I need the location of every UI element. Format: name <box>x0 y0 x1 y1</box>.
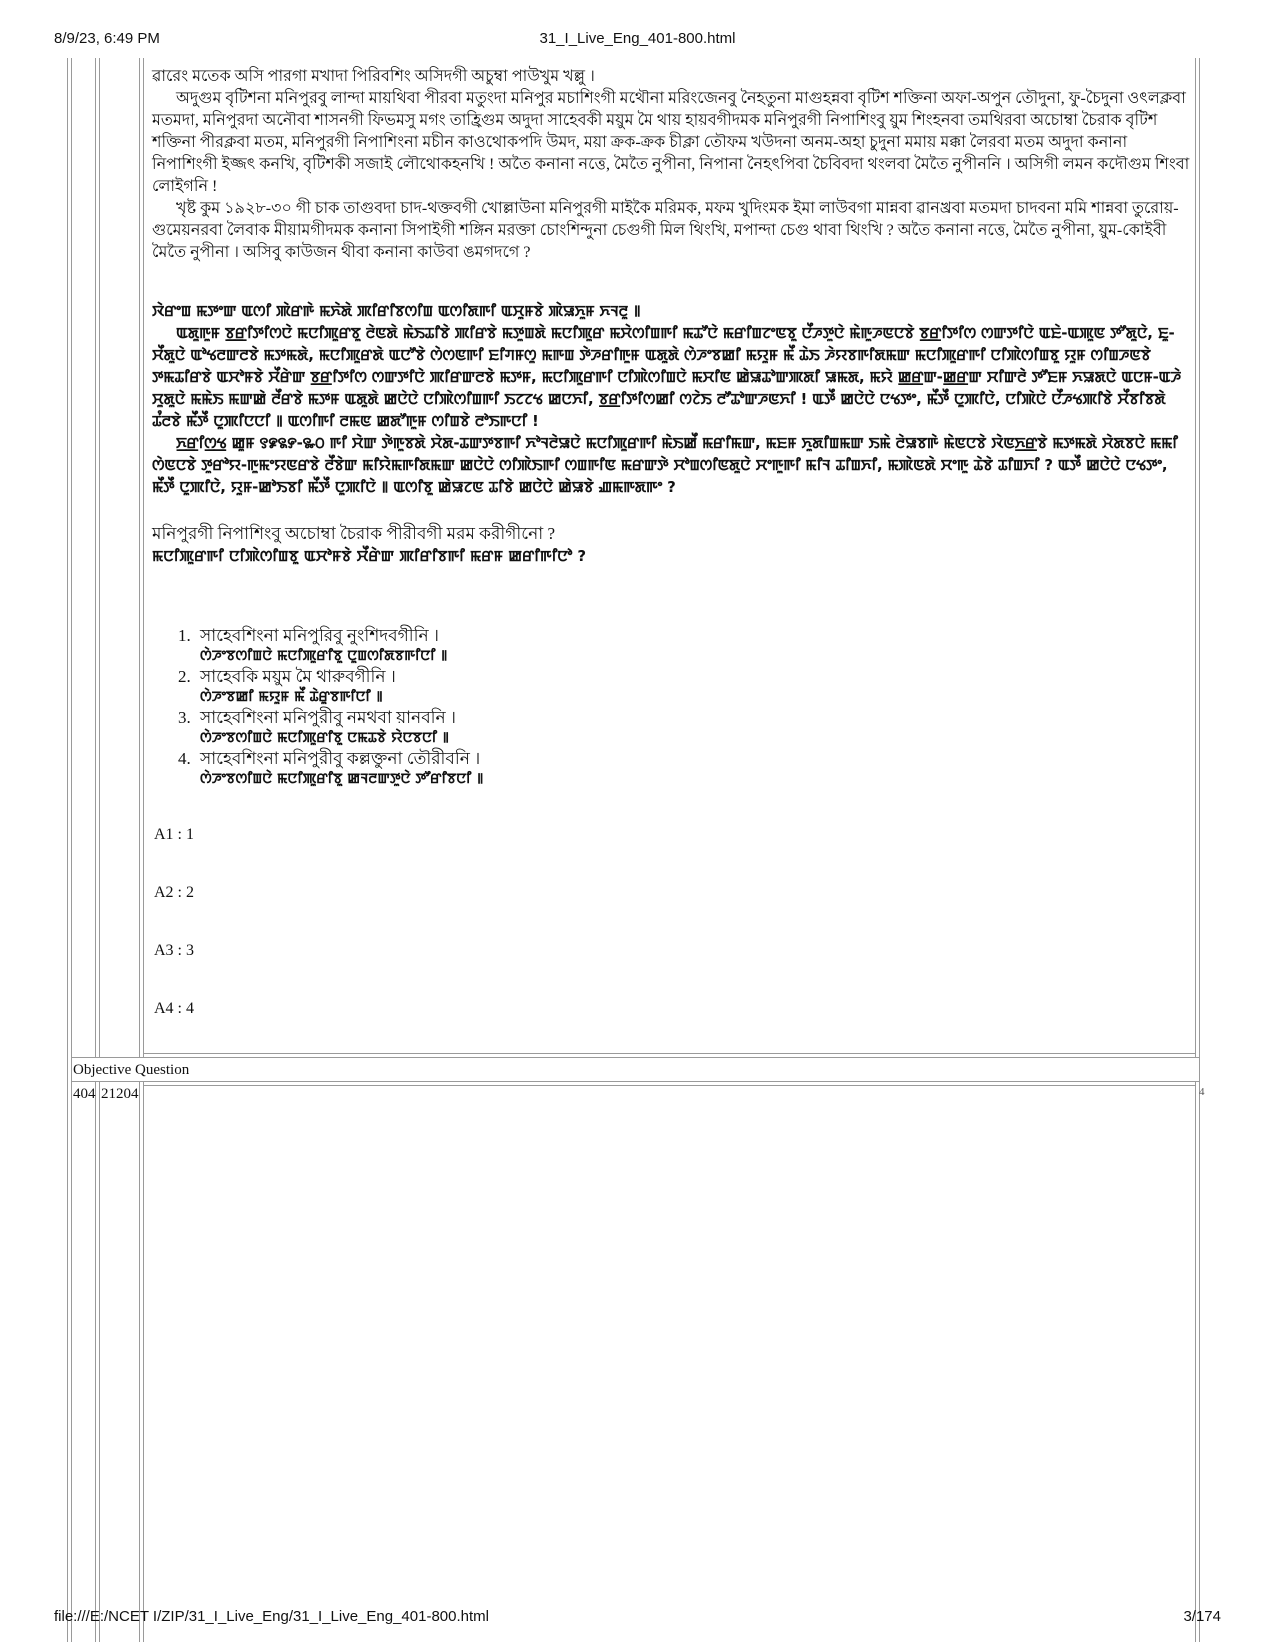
column-divider-content-inner <box>143 58 144 1058</box>
passage-paragraph: ৱারেং মতেক অসি পারগা মখাদা পিরিবশিং অসিদগী অচুম্বা পাউখুম খল্লু । <box>152 68 595 85</box>
next-content-right <box>1195 1081 1196 1642</box>
next-row-top <box>71 1081 1199 1082</box>
passage-paragraph: ꯑꯗꯨꯒꯨꯝ ꯕ꯭ꯔꯤꯇꯤꯁꯅꯥ ꯃꯅꯤꯄꯨꯔꯕꯨ ꯂꯥꯟꯗꯥ ꯃꯥꯏꯊꯤꯕꯥ ꯄꯤꯔꯕꯥ ꯃꯇꯨꯡꯗꯥ ꯃꯅꯤꯄꯨꯔ ꯃꯆꯥꯁꯤꯡꯒꯤ ꯃꯊꯧꯅꯥ ꯃꯔꯤꯡꯖꯦꯟꯕꯨ ꯅꯩꯍꯇꯨꯅꯥ ꯃꯥꯒꯨꯍꯟꯅꯕꯥ ꯕ꯭ꯔꯤꯇꯤꯁ ꯁꯛꯇꯤꯅꯥ ꯑꯐꯥ-ꯑꯄꯨꯟ ꯇꯧꯗꯨꯅꯥ, ꯐꯨ-ꯆꯩꯗꯨꯅꯥ ꯑꯣꯠꯂꯛꯂꯕꯥ ꯃꯇꯃꯗꯥ, ꯃꯅꯤꯄꯨꯔꯗꯥ ꯑꯅꯧꯕꯥ ꯁꯥꯁꯟꯒꯤ ꯐꯤꯚꯝꯁꯨ ꯃꯒꯡ ꯇꯥꯍꯔꯤꯒꯨꯝ ꯑꯗꯨꯗꯥ ꯁꯥꯍꯦꯕꯀꯤ ꯃꯌꯨꯝ ꯃꯩ ꯊꯥꯏ ꯍꯥꯌꯕꯒꯤꯗꯃꯛ ꯃꯅꯤꯄꯨꯔꯒꯤ ꯅꯤꯄꯥꯁꯤꯡꯕꯨ ꯌꯨꯝ ꯁꯤꯡꯍꯟꯕꯥ ꯇꯃꯊꯤꯔꯕꯥ ꯑꯆꯣꯝꯕꯥ ꯆꯩꯔꯥꯛ ꯕ꯭ꯔꯤꯇꯤꯁ ꯁꯛꯇꯤꯅꯥ ꯄꯤꯔꯛꯂꯕꯥ ꯃꯇꯝ, ꯃꯅꯤꯄꯨꯔꯒꯤ ꯅꯤꯄꯥꯁꯤꯡꯅꯥ ꯃꯆꯤꯟ ꯀꯥꯎꯊꯣꯛꯄꯗꯤ ꯎꯃꯗ, ꯃꯌꯥ ꯀ꯭ꯔꯛ-ꯀ꯭ꯔꯛ ꯆꯤꯛꯂꯥ ꯇꯧꯐꯝ ꯈꯎꯗꯅꯥ ꯑꯅꯝ-ꯑꯍꯥ ꯆꯨꯗꯨꯅꯥ ꯃꯃꯥꯏ ꯃꯛꯀꯥ ꯂꯩꯔꯕꯥ ꯃꯇꯝ ꯑꯗꯨꯗꯥ ꯀꯅꯥꯅꯥ ꯅꯤꯄꯥꯁꯤꯡꯒꯤ ꯏꯖꯖꯠ ꯀꯅꯈꯤ, ꯕ꯭ꯔꯤꯇꯤꯁꯀꯤ ꯁꯖꯥꯏ ꯂꯧꯊꯣꯛꯍꯟꯈꯤ ! ꯑꯇꯩ ꯀꯅꯥꯅꯥ ꯅꯠꯇꯦ, ꯃꯩꯇꯩ ꯅꯨꯄꯤꯅꯥ, ꯅꯤꯄꯥꯅꯥ ꯅꯩꯍꯠꯄꯤꯕꯥ ꯆꯩꯕꯤꯕꯗꯥ ꯊꯪꯂꯕꯥ ꯃꯩꯇꯩ ꯅꯨꯄꯤꯅꯅꯤ ꯫ ꯑꯁꯤꯒꯤ ꯂꯃꯟ ꯀꯗꯧꯒꯨꯝ ꯁꯤꯡꯕꯥ ꯂꯣꯏꯒꯅꯤ ! <box>152 324 1182 430</box>
passage-meitei <box>152 300 1192 498</box>
section-label: Objective Question <box>73 1062 190 1078</box>
table-border-left-inner <box>71 58 72 1642</box>
file-url: file:///E:/NCET I/ZIP/31_I_Live_Eng/31_I_Live_Eng_401-800.html <box>54 1608 489 1625</box>
question-meitei: ꯃꯅꯤꯄꯨꯔꯒꯤ ꯅꯤꯄꯥꯁꯤꯡꯕꯨ ꯑꯆꯣꯝꯕꯥ ꯆꯩꯔꯥꯛ ꯄꯤꯔꯤꯕꯒꯤ ꯃꯔꯝ ꯀꯔꯤꯒꯤꯅꯣ ? <box>152 547 587 565</box>
edge-mark: 4 <box>1199 1086 1205 1098</box>
option-number: 2. <box>178 667 191 686</box>
option-bengali: সাহেবকি ময়ুম মৈ থারুবগীনি । <box>200 667 396 686</box>
column-divider-id <box>99 58 100 1058</box>
option-meitei: ꯁꯥꯍꯦꯕꯁꯤꯡꯅꯥ ꯃꯅꯤꯄꯨꯔꯤꯕꯨ ꯀꯜꯂꯛꯇꯨꯅꯥ ꯇꯧꯔꯤꯕꯅꯤ ꯫ <box>200 771 484 787</box>
option-meitei: ꯁꯥꯍꯦꯕꯀꯤ ꯃꯌꯨꯝ ꯃꯩ ꯊꯥꯔꯨꯕꯒꯤꯅꯤ ꯫ <box>200 689 383 705</box>
table-border-left <box>67 58 68 1642</box>
answer-key: A2 : 2 <box>154 884 194 901</box>
question-serial: 404 <box>73 1086 96 1102</box>
option-item <box>178 626 1158 666</box>
table-border-right <box>1195 58 1196 1058</box>
next-col-divider-content <box>139 1081 140 1642</box>
option-bengali: সাহেবশিংনা মনিপুরিবু নুংশিদবগীনি । <box>200 626 439 645</box>
page-number: 3/174 <box>1183 1608 1221 1625</box>
option-bengali: সাহেবশিংনা মনিপুরীবু কল্লক্তুনা তৌরীবনি । <box>200 749 481 768</box>
passage-paragraph: খৃষ্ট কুম ১৯২৮-৩০ গী চাক তাগুবদা চাদ-থক্তবগী খোল্লাউনা মনিপুরগী মাইকৈ মরিমক, মফম খুদিংমক ইমা লাউবগা মান্নবা ৱানখ্রবা মতমদা চাদবনা মমি শান্নবা তুরোয়-গুমেয়নরবা লৈবাক মীয়ামগীদমক কনানা সিপাইগী শঙ্গিন মরক্তা চোংশিন্দুনা চেগুগী মিল থিংখি, মপান্দা চেগু থাবা থিংখি ? অতৈ কনানা নত্তে, মৈতৈ নুপীনা, য়ুম-কোইবী মৈতৈ নুপীনা । অসিবু কাউজন থীবা কনানা কাউবা ঙমগদগে ? <box>152 200 1179 261</box>
content-cell-bottom <box>143 1053 1196 1054</box>
option-meitei: ꯁꯥꯍꯦꯕꯁꯤꯡꯅꯥ ꯃꯅꯤꯄꯨꯔꯤꯕꯨ ꯅꯨꯡꯁꯤꯗꯕꯒꯤꯅꯤ ꯫ <box>200 648 448 664</box>
question-id: 21204 <box>101 1086 139 1102</box>
column-divider-content <box>139 58 140 1058</box>
answer-key: A4 : 4 <box>154 1000 194 1017</box>
option-number: 4. <box>178 749 191 768</box>
print-header <box>54 30 1221 52</box>
print-datetime: 8/9/23, 6:49 PM <box>54 30 160 47</box>
row-separator <box>71 1057 1199 1058</box>
option-meitei: ꯁꯥꯍꯦꯕꯁꯤꯡꯅꯥ ꯃꯅꯤꯄꯨꯔꯤꯕꯨ ꯅꯃꯊꯕꯥ ꯌꯥꯅꯕꯅꯤ ꯫ <box>200 730 450 746</box>
passage-paragraph: অদুগুম বৃটিশনা মনিপুরবু লান্দা মায়থিবা পীরবা মতুংদা মনিপুর মচাশিংগী মথৌনা মরিংজেনবু নৈহতুনা মাগুহন্নবা বৃটিশ শক্তিনা অফা-অপুন তৌদুনা, ফু-চৈদুনা ওৎলক্লবা মতমদা, মনিপুরদা অনৌবা শাসনগী ফিভমসু মগং তাহ্রিগুম অদুদা সাহেবকী ময়ুম মৈ থায় হায়বগীদমক মনিপুরগী নিপাশিংবু য়ুম শিংহনবা তমথিরবা অচোম্বা চৈরাক বৃটিশ শক্তিনা পীরক্লবা মতম, মনিপুরগী নিপাশিংনা মচীন কাওথোকপদি উমদ, ময়া ক্রক-ক্রক চীক্লা তৌফম খউদনা অনম-অহা চুদুনা মমায় মক্কা লৈরবা মতম অদুদা কনানা নিপাশিংগী ইজ্জৎ কনখি, বৃটিশকী সজাই লৌথোকহনখি ! অতৈ কনানা নত্তে, মৈতৈ নুপীনা, নিপানা নৈহৎপিবা চৈবিবদা থংলবা মৈতৈ নুপীননি । অসিগী লমন কদৌগুম শিংবা লোইগনি ! <box>152 90 1190 195</box>
option-item <box>178 749 1158 789</box>
next-content-top <box>143 1085 1196 1086</box>
question-text <box>152 523 1192 567</box>
option-item <box>178 667 1158 707</box>
document-title: 31_I_Live_Eng_401-800.html <box>539 30 736 47</box>
column-divider-serial <box>95 58 96 1058</box>
answer-key: A3 : 3 <box>154 942 194 959</box>
passage-paragraph: ꯋꯥꯔꯦꯡ ꯃꯇꯦꯛ ꯑꯁꯤ ꯄꯥꯔꯒꯥ ꯃꯈꯥꯗꯥ ꯄꯤꯔꯤꯕꯁꯤꯡ ꯑꯁꯤꯗꯒꯤ ꯑꯆꯨꯝꯕꯥ ꯄꯥꯎꯈꯨꯝ ꯈꯜꯂꯨ ꯫ <box>152 302 641 320</box>
question-bengali: মনিপুরগী নিপাশিংবু অচোম্বা চৈরাক পীরীবগী মরম করীগীনো ? <box>152 524 555 543</box>
option-number: 3. <box>178 708 191 727</box>
option-item <box>178 708 1158 748</box>
next-col-divider-serial <box>95 1081 96 1642</box>
answer-key: A1 : 1 <box>154 826 194 843</box>
print-footer <box>54 1608 1221 1630</box>
option-bengali: সাহেবশিংনা মনিপুরীবু নমথবা য়ানবনি । <box>200 708 456 727</box>
next-col-divider-id <box>99 1081 100 1642</box>
table-border-right-outer <box>1199 58 1200 1642</box>
options-list <box>178 626 1158 790</box>
passage-paragraph: ꯈ꯭ꯔꯤꯁ꯭ꯠ ꯀꯨꯝ ꯱꯹꯲꯸-꯳꯰ ꯒꯤ ꯆꯥꯛ ꯇꯥꯒꯨꯕꯗꯥ ꯆꯥꯗ-ꯊꯛꯇꯕꯒꯤ ꯈꯣꯜꯂꯥꯎꯅꯥ ꯃꯅꯤꯄꯨꯔꯒꯤ ꯃꯥꯏꯀꯩ ꯃꯔꯤꯃꯛ, ꯃꯐꯝ ꯈꯨꯗꯤꯡꯃꯛ ꯏꯃꯥ ꯂꯥꯎꯕꯒꯥ ꯃꯥꯟꯅꯕꯥ ꯋꯥꯟꯈ꯭ꯔꯕꯥ ꯃꯇꯃꯗꯥ ꯆꯥꯗꯕꯅꯥ ꯃꯃꯤ ꯁꯥꯟꯅꯕꯥ ꯇꯨꯔꯣꯌ-ꯒꯨꯃꯦꯌꯟꯔꯕꯥ ꯂꯩꯕꯥꯛ ꯃꯤꯌꯥꯃꯒꯤꯗꯃꯛ ꯀꯅꯥꯅꯥ ꯁꯤꯄꯥꯏꯒꯤ ꯁꯡꯒꯤꯟ ꯃꯔꯛꯇꯥ ꯆꯣꯡꯁꯤꯟꯗꯨꯅꯥ ꯆꯦꯒꯨꯒꯤ ꯃꯤꯜ ꯊꯤꯡꯈꯤ, ꯃꯄꯥꯟꯗꯥ ꯆꯦꯒꯨ ꯊꯥꯕꯥ ꯊꯤꯡꯈꯤ ? ꯑꯇꯩ ꯀꯅꯥꯅꯥ ꯅꯠꯇꯦ, ꯃꯩꯇꯩ ꯅꯨꯄꯤꯅꯥ, ꯌꯨꯝ-ꯀꯣꯏꯕꯤ ꯃꯩꯇꯩ ꯅꯨꯄꯤꯅꯥ ꯫ ꯑꯁꯤꯕꯨ ꯀꯥꯎꯖꯟ ꯊꯤꯕꯥ ꯀꯅꯥꯅꯥ ꯀꯥꯎꯕꯥ ꯉꯃꯒꯗꯒꯦ ? <box>152 434 1178 496</box>
option-number: 1. <box>178 626 191 645</box>
next-col-divider-content-inner <box>143 1081 144 1642</box>
passage-bengali <box>152 66 1192 264</box>
